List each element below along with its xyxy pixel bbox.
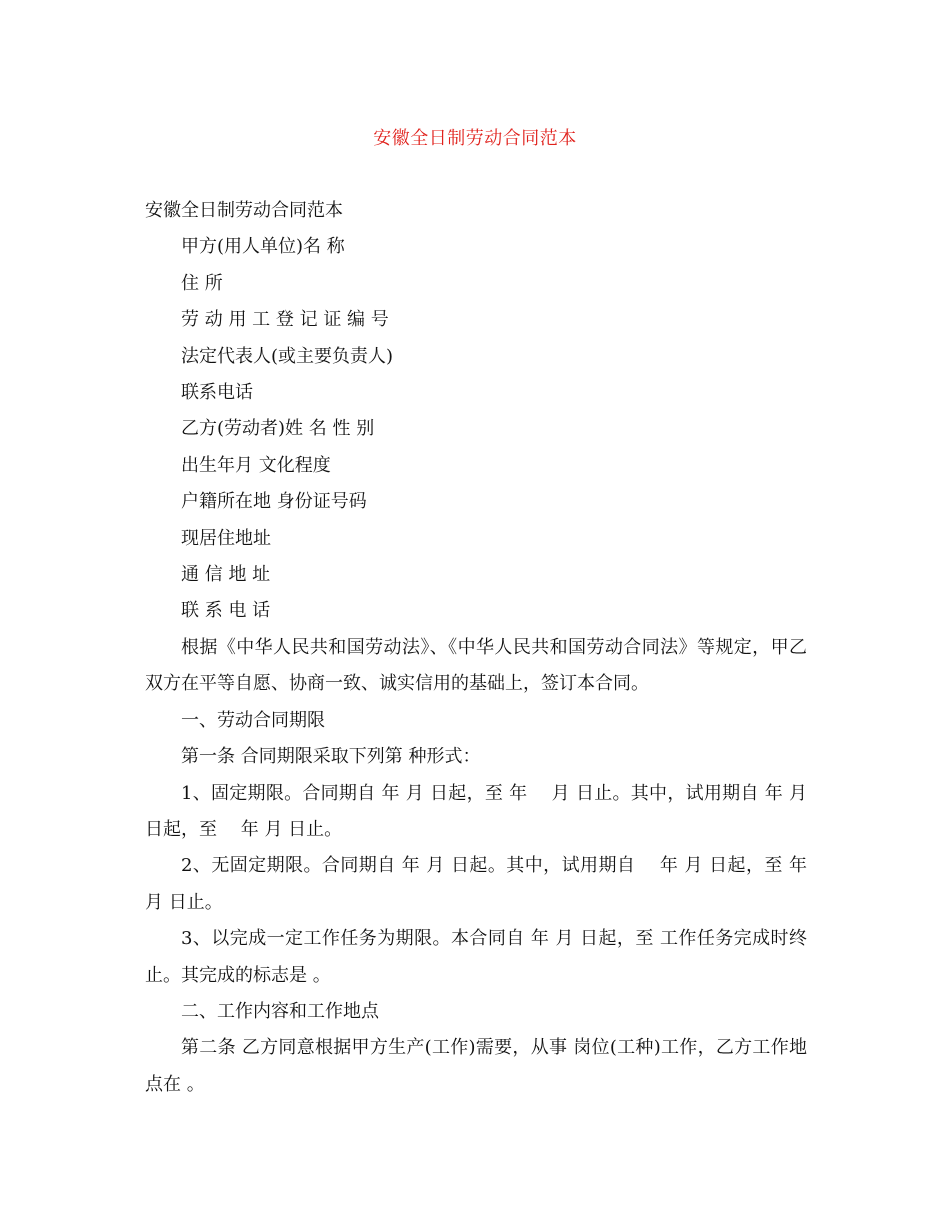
paragraph-current-address: 现居住地址 xyxy=(181,527,271,549)
paragraph-birth-education: 出生年月 文化程度 xyxy=(181,454,331,476)
article-2: 第二条 乙方同意根据甲方生产(工作)需要，从事 岗位(工种)工作，乙方工作地点在 。 xyxy=(145,1037,807,1095)
article-1-item-1: 1、固定期限。合同期自 年 月 日起，至 年 月 日止。其中，试用期自 年 月日起，至 年 月 日止。 xyxy=(145,782,807,840)
paragraph-party-b-phone: 联 系 电 话 xyxy=(181,600,271,622)
paragraph-party-a-address: 住 所 xyxy=(181,272,223,294)
section-heading-contract-term: 一、劳动合同期限 xyxy=(181,709,325,731)
paragraph-party-b-name: 乙方(劳动者)姓 名 性 别 xyxy=(181,418,375,440)
article-1-item-2: 2、无固定期限。合同期自 年 月 日起。其中，试用期自 年 月 日起，至 年 月 日止。 xyxy=(145,855,807,913)
paragraph-registration-number: 劳 动 用 工 登 记 证 编 号 xyxy=(181,309,389,331)
paragraph-household-id: 户籍所在地 身份证号码 xyxy=(181,491,367,513)
document-heading: 安徽全日制劳动合同范本 xyxy=(145,200,343,221)
document-body xyxy=(145,193,807,1103)
paragraph-party-a-phone: 联系电话 xyxy=(181,382,253,404)
paragraph-party-a-name: 甲方(用人单位)名 称 xyxy=(181,236,345,258)
article-1-item-3: 3、以完成一定工作任务为期限。本合同自 年 月 日起，至 工作任务完成时终止。其完成的标志是 。 xyxy=(145,928,807,986)
article-1: 第一条 合同期限采取下列第 种形式： xyxy=(181,746,481,768)
paragraph-preamble: 根据《中华人民共和国劳动法》、《中华人民共和国劳动合同法》等规定，甲乙双方在平等自愿、协商一致、诚实信用的基础上，签订本合同。 xyxy=(145,636,807,695)
paragraph-legal-representative: 法定代表人(或主要负责人) xyxy=(181,345,394,367)
document-title: 安徽全日制劳动合同范本 xyxy=(373,128,577,149)
paragraph-mailing-address: 通 信 地 址 xyxy=(181,564,271,586)
section-heading-work-content: 二、工作内容和工作地点 xyxy=(181,1000,379,1022)
